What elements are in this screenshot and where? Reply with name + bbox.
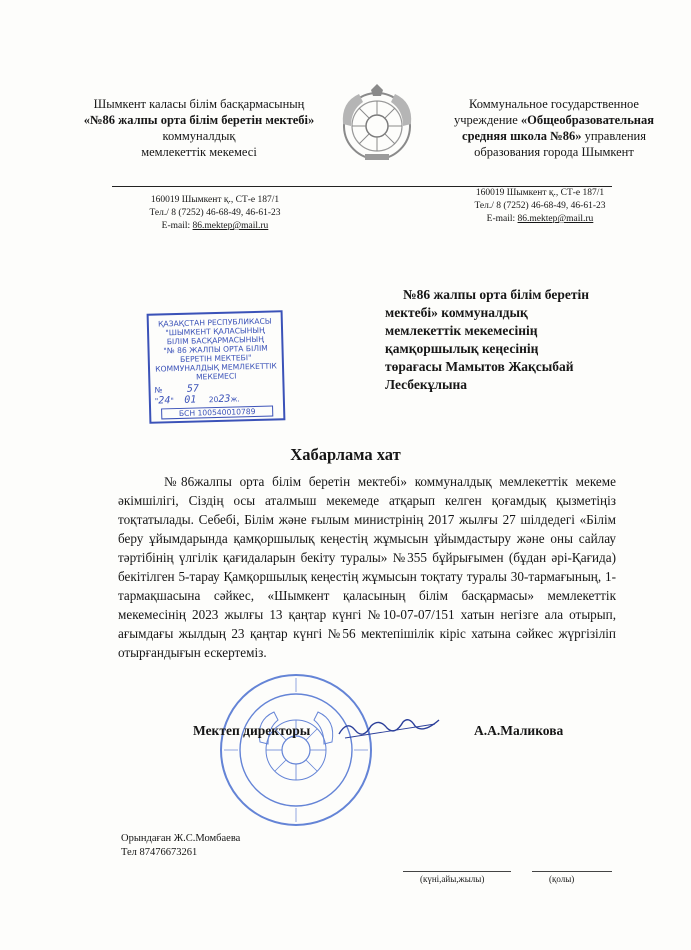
addressee-line: төрағасы Мамытов Жақсыбай bbox=[385, 359, 574, 374]
header-right-prefix: учреждение bbox=[453, 113, 518, 127]
date-field-line bbox=[403, 871, 511, 872]
stamp-date-suffix: ж. bbox=[230, 394, 240, 404]
email-link-left[interactable]: 86.mektep@mail.ru bbox=[192, 221, 269, 231]
header-right-line1: Коммунальное государственное bbox=[469, 97, 639, 111]
signature-name: А.А.Маликова bbox=[474, 723, 564, 738]
header-left-rest: коммуналдық bbox=[162, 129, 236, 143]
stamp-date-year-prefix: 20 bbox=[208, 394, 219, 405]
addressee-line: №86 жалпы орта білім беретін bbox=[403, 287, 589, 302]
contacts-right-address: 160019 Шымкент қ., СТ-е 187/1 bbox=[475, 188, 605, 198]
state-emblem-icon bbox=[337, 84, 417, 164]
addressee-line: мектебі» коммуналдық bbox=[385, 305, 528, 320]
header-right-rest: управления bbox=[584, 129, 646, 143]
contacts-right bbox=[445, 187, 635, 226]
contacts-left-address: 160019 Шымкент қ., СТ-е 187/1 bbox=[150, 195, 280, 205]
header-right-school-name: «Общеобразовательная средняя школа №86» bbox=[462, 113, 655, 143]
contacts-left bbox=[120, 194, 310, 233]
header-left bbox=[70, 96, 328, 160]
header-left-line1: Шымкент каласы білім басқармасының bbox=[93, 97, 305, 111]
contacts-left-phone: Тел./ 8 (7252) 46-68-49, 46-61-23 bbox=[149, 208, 281, 218]
addressee-line: мемлекеттік мекемесінің bbox=[385, 323, 538, 338]
stamp-line: "ШЫМКЕНТ ҚАЛАСЫНЫҢ bbox=[165, 325, 265, 338]
stamp-line: БІЛІМ БАСҚАРМАСЫНЫҢ bbox=[166, 334, 264, 347]
stamp-date-day: 24 bbox=[158, 395, 171, 407]
stamp-number-value: 57 bbox=[186, 383, 200, 395]
round-seal-icon bbox=[218, 672, 374, 828]
handwritten-signature-icon bbox=[335, 710, 445, 746]
header-left-line4: мемлекеттік мекемесі bbox=[141, 145, 257, 159]
stamp-line: МЕКЕМЕСІ bbox=[195, 371, 237, 382]
executor-block bbox=[121, 832, 240, 860]
stamp-line: "№ 86 ЖАЛПЫ ОРТА БІЛІМ bbox=[163, 343, 268, 356]
stamp-line: БЕРЕТІН МЕКТЕБІ" bbox=[179, 353, 252, 364]
header-right-line4: образования города Шымкент bbox=[474, 145, 634, 159]
executor-name: Орындаған Ж.С.Момбаева bbox=[121, 833, 241, 844]
email-link-right[interactable]: 86.mektep@mail.ru bbox=[517, 214, 594, 224]
stamp-line: КОММУНАЛДЫҚ МЕМЛЕКЕТТІК bbox=[155, 361, 277, 374]
addressee-block bbox=[385, 286, 655, 394]
addressee-line: Лесбекұлына bbox=[385, 377, 468, 392]
stamp-bin: БСН 100540010789 bbox=[161, 406, 273, 420]
document-body: №86жалпы орта білім беретін мектебі» коммуналдық мемлекеттік мекеме әкімшілігі, Сіздің осы аталмыш мекемеде атқарып келген қоғамдық қызметіңіз тоқтатылады. Себебі, Білім және ғылым министрінің 2017 жылғы 27 шілдедегі «Білім беру ұйымдарында қамқоршылық кеңестің жұмысын ұйымдастыру және оны сайлау тәртібінің үлгілік қағидаларын бекіту туралы» №355 бұйрығымен (бұдан әрі-Қағида) бекітілген 5-тарау Қамқоршылық кеңестің жұмысын тоқтату туралы 30-тармағының, 1-тармақшасына сәйкес, «Шымкент қаласының білім басқармасы» мемлекеттік мекемесінің 2023 жылғы 13 қаңтар күнгі №10-07-07/151 хатын негізге ала отырып, ағымдағы жылдың 23 қаңтар күнгі №56 мектепішілік кіріс хатына сәйкес жүргізіліп отырғандығын ескертеміз. bbox=[118, 474, 616, 660]
stamp-line: ҚАЗАҚСТАН РЕСПУБЛИКАСЫ bbox=[157, 316, 272, 329]
signature-position: Мектеп директоры bbox=[193, 723, 311, 738]
stamp-date-month: 01 bbox=[184, 394, 197, 406]
contacts-right-phone: Тел./ 8 (7252) 46-68-49, 46-61-23 bbox=[474, 201, 606, 211]
stamp-number-label: № bbox=[154, 385, 163, 395]
signature-field-caption: (қолы) bbox=[549, 874, 575, 884]
email-label: E-mail: bbox=[161, 221, 191, 231]
signature-field-line bbox=[532, 871, 612, 872]
header-right bbox=[434, 96, 674, 160]
document-title: Хабарлама хат bbox=[290, 445, 401, 464]
addressee-line: қамқоршылық кеңесінің bbox=[385, 341, 539, 356]
executor-phone: Тел 87476673261 bbox=[121, 847, 198, 858]
stamp-date-year: 23 bbox=[218, 393, 231, 405]
email-label: E-mail: bbox=[486, 214, 516, 224]
registration-stamp: ҚАЗАҚСТАН РЕСПУБЛИКАСЫ "ШЫМКЕНТ ҚАЛАСЫНЫҢ БІЛІМ БАСҚАРМАСЫНЫҢ "№ 86 ЖАЛПЫ ОРТА БІЛІМ БЕРЕТІН МЕКТЕБІ" КОММУНАЛДЫҚ МЕМЛЕКЕТТІК МЕКЕМЕСІ № 57 "24" 01 2023ж. БСН 100540010789 bbox=[147, 310, 286, 424]
header-left-school-name: «№86 жалпы орта білім беретін мектебі» bbox=[83, 113, 315, 127]
date-field-caption: (күні,айы,жылы) bbox=[420, 874, 485, 884]
